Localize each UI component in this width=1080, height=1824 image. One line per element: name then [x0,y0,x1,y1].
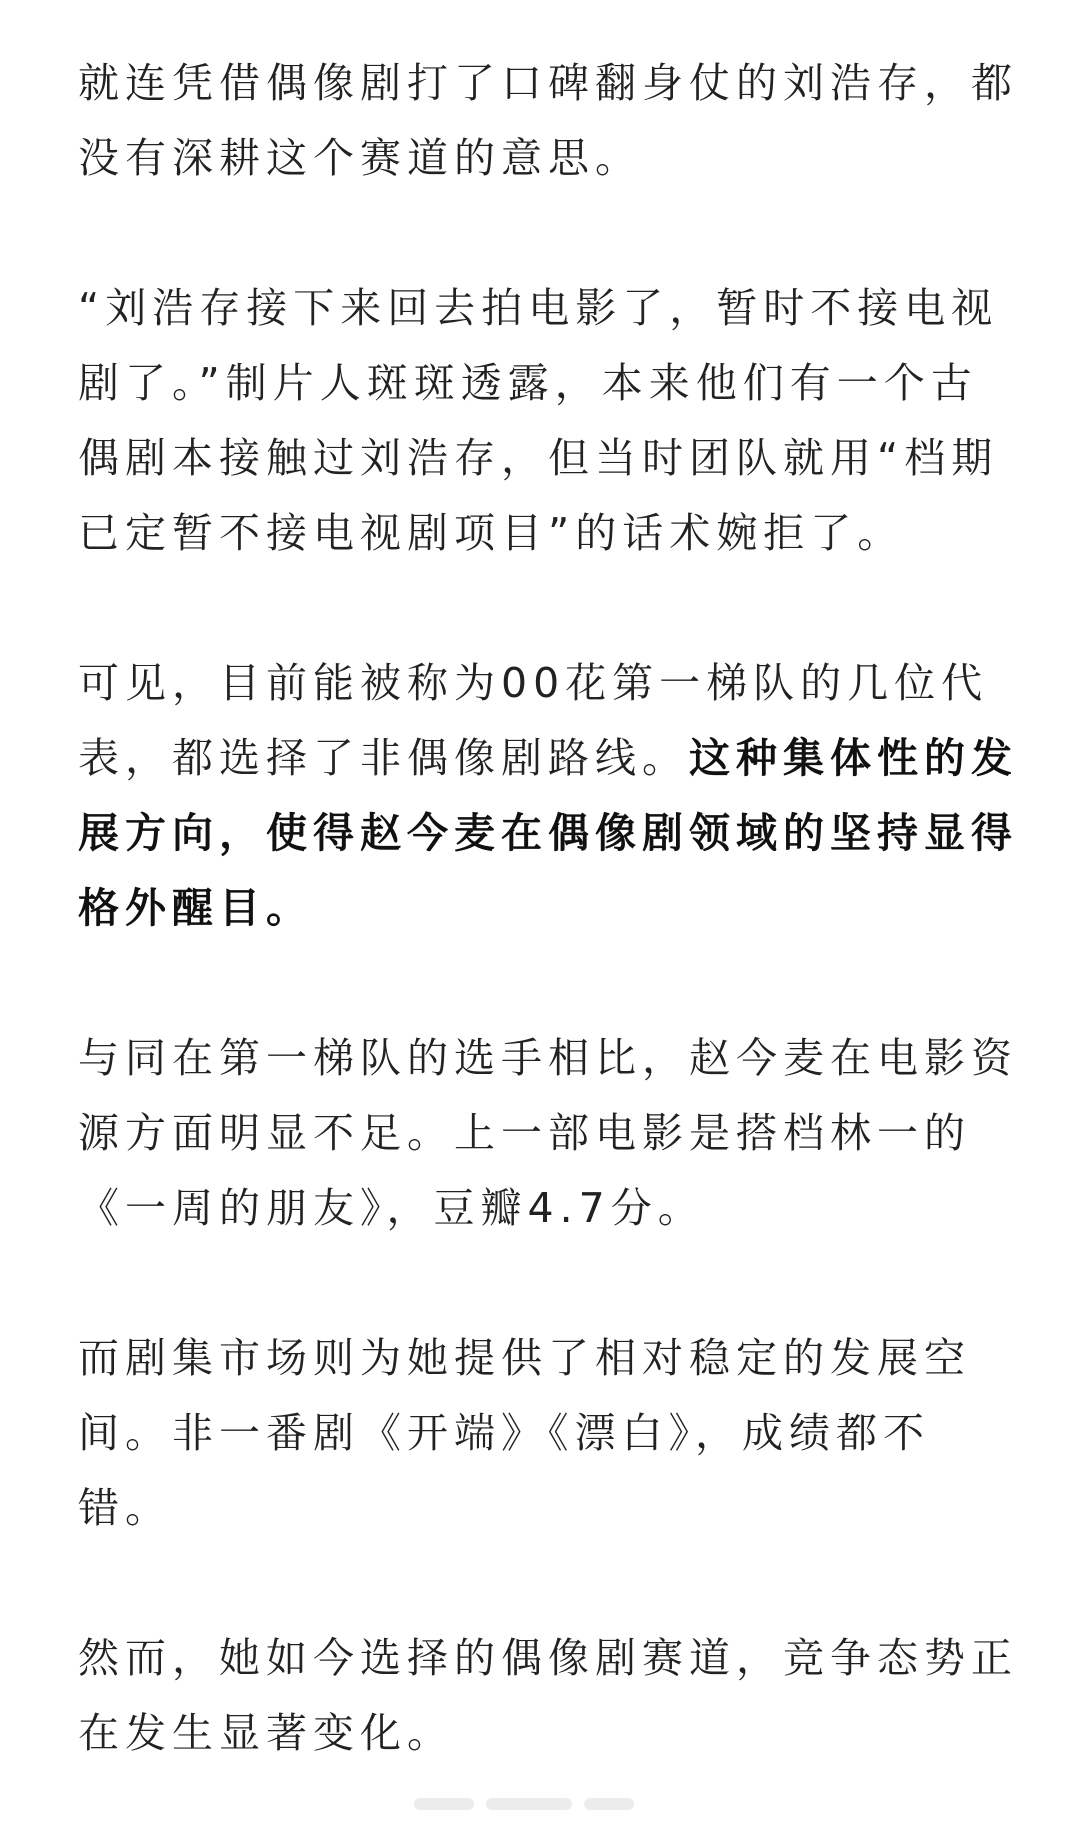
paragraph-5 [78,1321,998,1546]
text-run: 剧了。”制片人斑斑透露，本来他们有一个古 [78,359,978,407]
text-line [78,421,998,496]
bold-text-run: 这种集体性的发 [689,734,1018,782]
text-line [78,1621,1018,1696]
text-line [78,1396,998,1471]
text-line [78,271,998,346]
text-run: 错。 [78,1484,172,1532]
text-line [78,796,1018,871]
text-line [78,1321,998,1396]
text-run: 没有深耕这个赛道的意思。 [78,134,642,182]
text-run: 在发生显著变化。 [78,1709,454,1757]
text-run: 就连凭借偶像剧打了口碑翻身仗的刘浩存，都 [78,59,1018,107]
text-run: 与同在第一梯队的选手相比，赵今麦在电影资 [78,1034,1018,1082]
text-line [78,1021,1018,1096]
text-run: “刘浩存接下来回去拍电影了，暂时不接电视 [78,284,999,332]
text-run: 表，都选择了非偶像剧路线。 [78,734,689,782]
text-line [78,646,998,721]
bold-text-run: 格外醒目。 [78,884,313,932]
paragraph-1 [78,46,1018,196]
text-line [78,46,1018,121]
text-line [78,1471,998,1546]
text-run: 源方面明显不足。上一部电影是搭档林一的 [78,1109,971,1157]
text-line [78,1171,998,1246]
watermark-mark [584,1798,634,1810]
text-run: 可见，目前能被称为00花第一梯队的几位代 [78,659,989,707]
text-run: 已定暂不接电视剧项目”的话术婉拒了。 [78,509,905,557]
text-run: 偶剧本接触过刘浩存，但当时团队就用“档期 [78,434,999,482]
text-line [78,496,998,571]
text-line [78,721,1018,796]
watermark-mark [486,1798,572,1810]
paragraph-4 [78,1021,1018,1246]
text-line [78,1696,998,1771]
text-run: 然而，她如今选择的偶像剧赛道，竞争态势正 [78,1634,1018,1682]
watermark [414,1792,634,1814]
watermark-mark [414,1798,474,1810]
text-run: 《一周的朋友》，豆瓣4.7分。 [78,1184,705,1232]
text-line [78,1096,998,1171]
text-line [78,121,998,196]
text-run: 而剧集市场则为她提供了相对稳定的发展空 [78,1334,971,1382]
article-body [78,46,1018,1771]
paragraph-6 [78,1621,1018,1771]
paragraph-2 [78,271,998,571]
bold-text-run: 展方向，使得赵今麦在偶像剧领域的坚持显得 [78,809,1018,857]
paragraph-3 [78,646,1018,946]
text-run: 间。非一番剧《开端》《漂白》，成绩都不 [78,1409,930,1457]
text-line [78,346,998,421]
text-line [78,871,998,946]
